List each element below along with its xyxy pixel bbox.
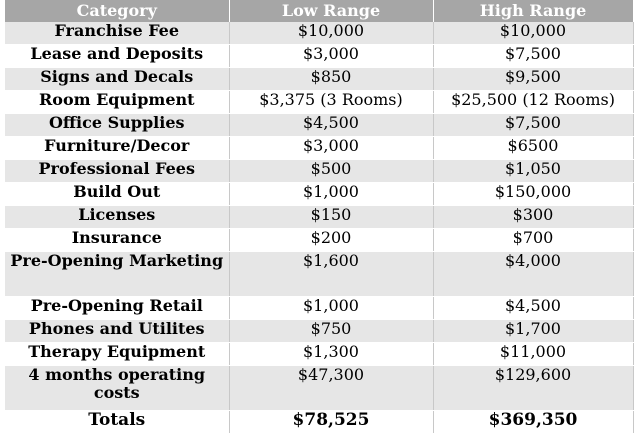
row-category: Furniture/Decor (5, 137, 229, 160)
row-category: Phones and Utilites (5, 320, 229, 343)
table-row (5, 160, 633, 183)
table-row (5, 297, 633, 320)
row-high: $25,500 (12 Rooms) (433, 91, 633, 114)
header-row (5, 0, 633, 22)
totals-row (5, 411, 633, 434)
row-category: Therapy Equipment (5, 343, 229, 366)
row-category: Room Equipment (5, 91, 229, 114)
row-low: $1,600 (229, 252, 433, 297)
table-row (5, 366, 633, 411)
row-low: $3,000 (229, 137, 433, 160)
row-high: $1,050 (433, 160, 633, 183)
row-low: $500 (229, 160, 433, 183)
header-low-range: Low Range (229, 0, 433, 22)
totals-low: $78,525 (229, 411, 433, 434)
table-row (5, 183, 633, 206)
totals-high: $369,350 (433, 411, 633, 434)
table-row (5, 252, 633, 297)
table-row (5, 343, 633, 366)
row-category: Signs and Decals (5, 68, 229, 91)
header-high-range: High Range (433, 0, 633, 22)
row-category: Pre-Opening Marketing (5, 252, 229, 297)
row-high: $9,500 (433, 68, 633, 91)
row-high: $1,700 (433, 320, 633, 343)
table-row (5, 320, 633, 343)
row-high: $150,000 (433, 183, 633, 206)
row-category: Lease and Deposits (5, 45, 229, 68)
row-high: $6500 (433, 137, 633, 160)
row-low: $4,500 (229, 114, 433, 137)
table-row (5, 137, 633, 160)
row-low: $150 (229, 206, 433, 229)
row-category: Franchise Fee (5, 22, 229, 45)
row-high: $129,600 (433, 366, 633, 411)
table-row (5, 114, 633, 137)
row-category: Licenses (5, 206, 229, 229)
row-high: $11,000 (433, 343, 633, 366)
row-high: $4,000 (433, 252, 633, 297)
row-category: Build Out (5, 183, 229, 206)
row-category: 4 months operating costs (5, 366, 229, 411)
table-row (5, 45, 633, 68)
row-low: $850 (229, 68, 433, 91)
row-low: $3,000 (229, 45, 433, 68)
row-high: $7,500 (433, 45, 633, 68)
totals-label: Totals (5, 411, 229, 434)
row-high: $4,500 (433, 297, 633, 320)
row-high: $300 (433, 206, 633, 229)
table-row (5, 68, 633, 91)
startup-costs-table (5, 0, 634, 434)
row-category: Pre-Opening Retail (5, 297, 229, 320)
table-row (5, 22, 633, 45)
row-low: $200 (229, 229, 433, 252)
row-high: $7,500 (433, 114, 633, 137)
row-low: $1,000 (229, 183, 433, 206)
row-category: Office Supplies (5, 114, 229, 137)
row-high: $10,000 (433, 22, 633, 45)
row-category: Professional Fees (5, 160, 229, 183)
row-low: $750 (229, 320, 433, 343)
header-category: Category (5, 0, 229, 22)
table-row (5, 229, 633, 252)
table-row (5, 91, 633, 114)
row-low: $1,300 (229, 343, 433, 366)
row-category: Insurance (5, 229, 229, 252)
table-body (5, 22, 633, 434)
row-low: $1,000 (229, 297, 433, 320)
table-row (5, 206, 633, 229)
row-low: $47,300 (229, 366, 433, 411)
row-high: $700 (433, 229, 633, 252)
row-low: $10,000 (229, 22, 433, 45)
row-low: $3,375 (3 Rooms) (229, 91, 433, 114)
